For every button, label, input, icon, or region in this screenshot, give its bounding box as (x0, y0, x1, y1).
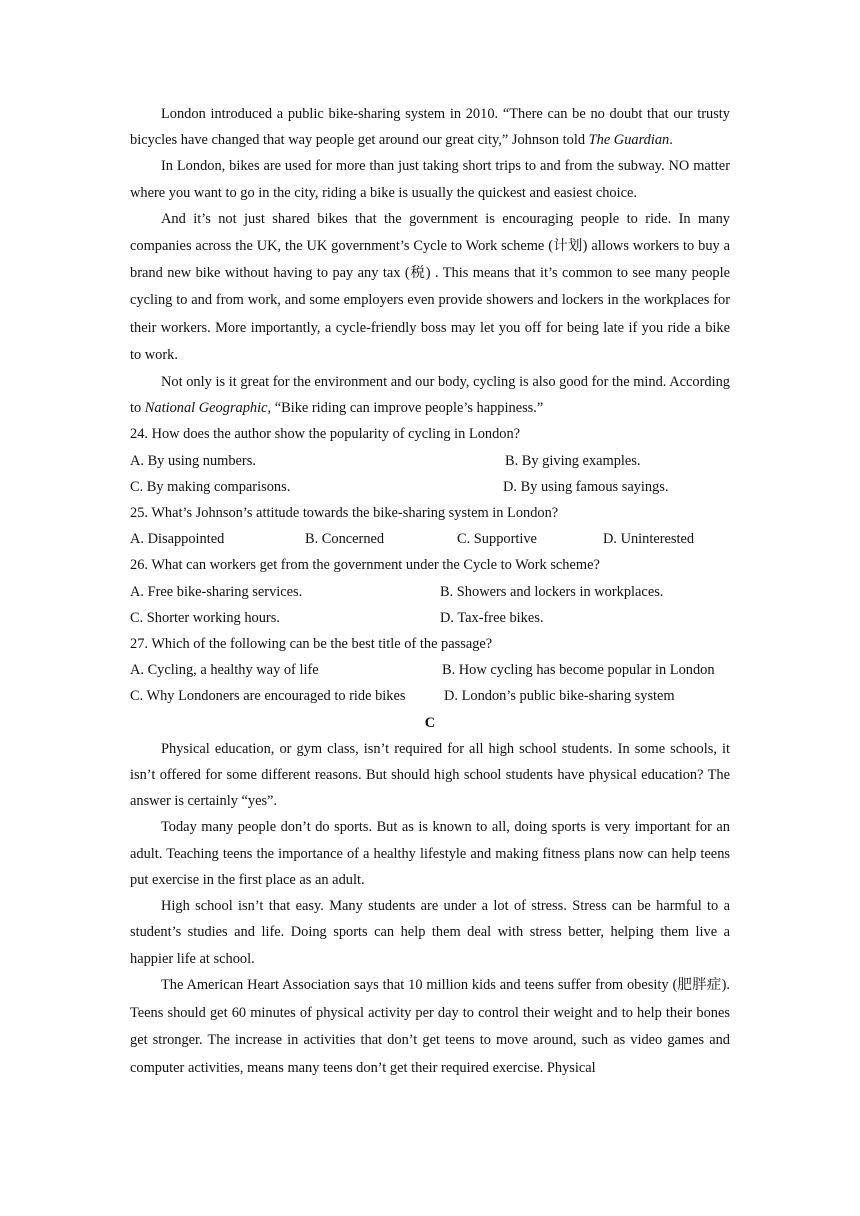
passage-b-paragraph-1 (130, 101, 730, 153)
paragraph-text: London introduced a public bike-sharing system in 2010. “There can be no doubt that our trusty bicycles have changed that way people get around our great city,” Johnson told (130, 106, 730, 149)
question-26-stem: 26. What can workers get from the government under the Cycle to Work scheme? (130, 557, 600, 574)
document-page (130, 101, 730, 1083)
option-a: A. Free bike-sharing services. (130, 583, 303, 600)
option-d: D. Tax-free bikes. (440, 609, 544, 626)
passage-c-paragraph-4: The American Heart Association says that 10 million kids and teens suffer from obesity (肥胖症). Teens should get 60 minutes of physical activity per day to control their weight and to help their bones get stronger. The increase in activities that don’t get teens to move around, such as video games and computer activities, means many teens don’t get their required exercise. Physical (130, 976, 730, 1077)
passage-b-paragraph-3: And it’s not just shared bikes that the government is encouraging people to ride. In many companies across the UK, the UK government’s Cycle to Work scheme (计划) allows workers to buy a brand new bike without having to pay any tax (税) . This means that it’s common to see many people cycling to and from work, and some employers even provide showers and lockers in the workplaces for their workers. More importantly, a cycle-friendly boss may let you off for being late if you ride a bike to work. (130, 210, 730, 363)
option-c: C. By making comparisons. (130, 478, 291, 495)
option-b: B. How cycling has become popular in London (442, 662, 715, 679)
option-b: B. By giving examples. (505, 452, 641, 469)
question-24-stem: 24. How does the author show the popularity of cycling in London? (130, 426, 521, 443)
option-b: B. Concerned (305, 531, 385, 548)
passage-c-paragraph-3: High school isn’t that easy. Many students are under a lot of stress. Stress can be harmful to a student’s studies and life. Doing sports can help them deal with stress better, helping them live a happier life at school. (130, 898, 730, 967)
option-d: D. Uninterested (603, 531, 695, 548)
paragraph-text: , “Bike riding can improve people’s happiness.” (267, 400, 544, 417)
passage-c-paragraph-1: Physical education, or gym class, isn’t required for all high school students. In some schools, it isn’t offered for some different reasons. But should high school students have physical education? The answer is certainly “yes”. (130, 740, 730, 810)
italic-source-title: National Geographic (144, 400, 268, 417)
question-24-options (130, 448, 730, 474)
option-a: A. By using numbers. (130, 452, 256, 469)
passage-b-paragraph-2: In London, bikes are used for more than just taking short trips to and from the subway. NO matter where you want to go in the city, riding a bike is usually the quickest and easiest choice. (130, 158, 730, 201)
option-b: B. Showers and lockers in workplaces. (440, 583, 664, 600)
option-c: C. Supportive (457, 531, 537, 548)
option-a: A. Disappointed (130, 531, 225, 548)
question-26-options (130, 579, 730, 605)
question-24-options (130, 474, 730, 500)
option-c: C. Why Londoners are encouraged to ride bikes (130, 688, 406, 705)
section-c-heading: C (424, 714, 436, 731)
option-d: D. London’s public bike-sharing system (444, 688, 675, 705)
italic-source-title: The Guardian (588, 132, 670, 149)
option-c: C. Shorter working hours. (130, 609, 280, 626)
question-26-options (130, 605, 730, 631)
question-25-options (130, 526, 730, 552)
option-a: A. Cycling, a healthy way of life (130, 662, 319, 679)
question-27-stem: 27. Which of the following can be the best title of the passage? (130, 636, 493, 653)
question-27-options (130, 683, 730, 709)
paragraph-text: Not only is it great for the environment and our body, cycling is also good for the mind. According to (130, 374, 730, 417)
question-25-stem: 25. What’s Johnson’s attitude towards the bike-sharing system in London? (130, 505, 559, 522)
paragraph-text: . (669, 132, 673, 149)
passage-b-paragraph-4 (130, 369, 730, 421)
question-27-options (130, 657, 730, 683)
passage-c-paragraph-2: Today many people don’t do sports. But as is known to all, doing sports is very important for an adult. Teaching teens the importance of a healthy lifestyle and making fitness plans now can help teens put exercise in the first place as an adult. (130, 819, 730, 888)
option-d: D. By using famous sayings. (503, 478, 669, 495)
